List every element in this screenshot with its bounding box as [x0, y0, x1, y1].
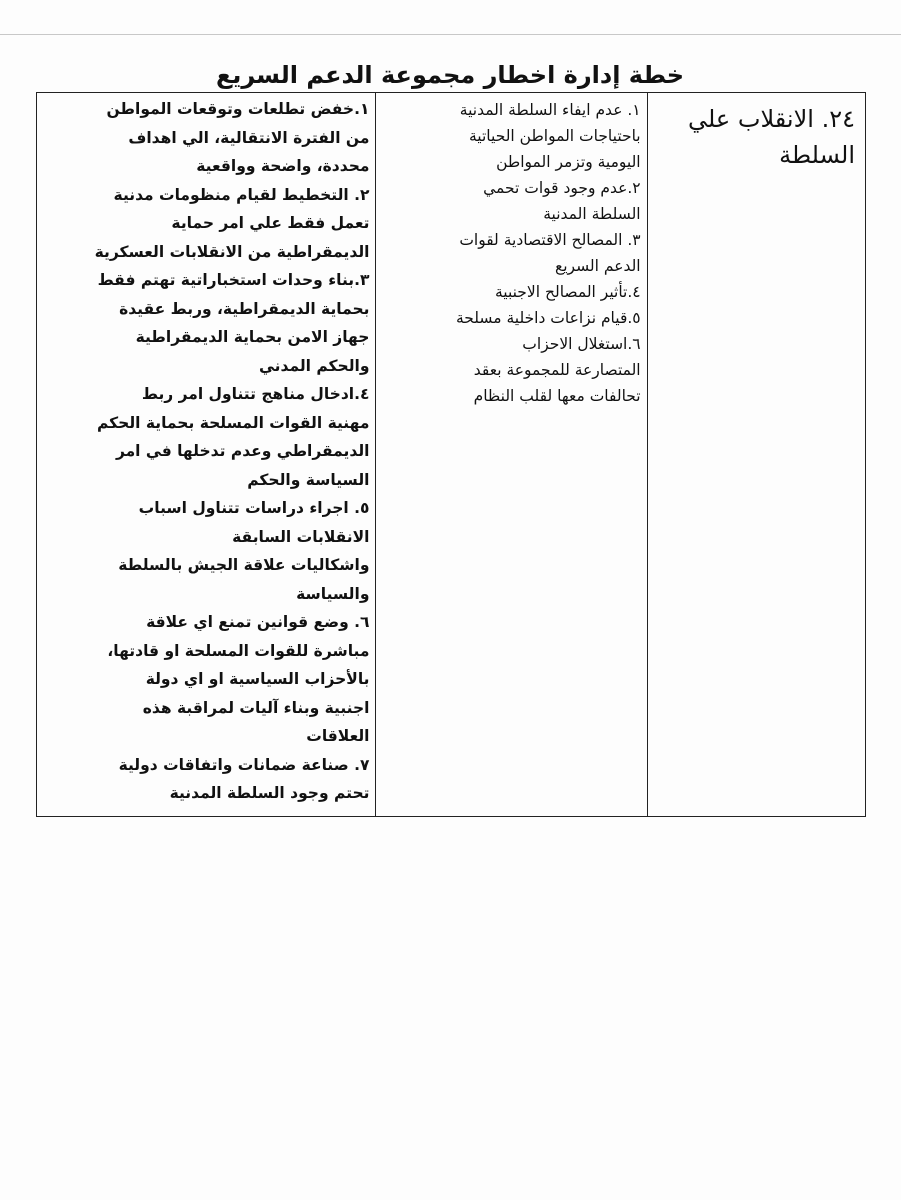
document-title: خطة إدارة اخطار مجموعة الدعم السريع [215, 61, 685, 89]
action-line: العلاقات [306, 727, 370, 745]
issue-cell [647, 93, 865, 817]
action-line: ٥. اجراء دراسات تتناول اسباب [138, 499, 370, 517]
cause-line: ٦.استغلال الاحزاب [522, 335, 641, 353]
issue-line: السلطة [779, 141, 855, 169]
action-line: مهنية القوات المسلحة بحماية الحكم [97, 413, 370, 432]
table-row [37, 93, 866, 817]
page-top-rule [0, 34, 901, 35]
action-line: مباشرة للقوات المسلحة او قادتها، [107, 641, 370, 660]
action-line: جهاز الامن بحماية الديمقراطية [135, 328, 370, 346]
cause-line: ٢.عدم وجود قوات تحمي [483, 179, 641, 197]
action-line: ٤.ادخال مناهج تتناول امر ربط [141, 385, 370, 403]
action-line: بحماية الديمقراطية، وربط عقيدة [119, 299, 370, 318]
action-line: الديمقراطية من الانقلابات العسكرية [94, 242, 370, 261]
action-line: واشكاليات علاقة الجيش بالسلطة [118, 556, 370, 574]
action-line: الانقلابات السابقة [232, 527, 370, 546]
cause-line: الدعم السريع [554, 257, 641, 275]
cause-line: اليومية وتزمر المواطن [496, 153, 641, 171]
cause-line: باحتياجات المواطن الحياتية [469, 127, 641, 145]
cause-line: السلطة المدنية [543, 205, 641, 223]
causes-cell [376, 93, 647, 817]
action-line: اجنبية وبناء آليات لمراقبة هذه [142, 698, 370, 717]
action-line: الديمقراطي وعدم تدخلها في امر [115, 442, 370, 460]
action-line: السياسة والحكم [247, 470, 370, 489]
action-line: ٦. وضع قوانين تمنع اي علاقة [146, 613, 370, 631]
action-line: والسياسة [296, 584, 370, 603]
issue-text [654, 95, 859, 173]
cause-line: ٤.تأثير المصالح الاجنبية [494, 283, 641, 301]
cause-line: ١. عدم ايفاء السلطة المدنية [459, 101, 641, 119]
action-line: ٣.بناء وحدات استخباراتية تهتم فقط [97, 271, 370, 289]
issue-line: ٢٤. الانقلاب علي [687, 105, 855, 133]
cause-line: تحالفات معها لقلب النظام [473, 387, 641, 405]
action-line: ١.خفض تطلعات وتوقعات المواطن [106, 100, 370, 118]
risk-plan-table [36, 92, 866, 817]
action-line: ٢. التخطيط لقيام منظومات مدنية [113, 185, 370, 204]
action-line: ٧. صناعة ضمانات واتفاقات دولية [118, 755, 370, 774]
cause-line: ٣. المصالح الاقتصادية لقوات [459, 231, 641, 249]
cause-line: المتصارعة للمجموعة بعقد [473, 361, 641, 379]
action-line: من الفترة الانتقالية، الي اهداف [128, 128, 370, 147]
action-line: تحتم وجود السلطة المدنية [169, 784, 370, 802]
cause-line: ٥.قيام نزاعات داخلية مسلحة [455, 309, 641, 327]
action-line: بالأحزاب السياسية او اي دولة [145, 670, 370, 688]
action-line: محددة، واضحة وواقعية [196, 157, 370, 175]
actions-cell [37, 93, 376, 817]
action-line: والحكم المدني [258, 356, 370, 375]
action-line: تعمل فقط علي امر حماية [171, 214, 370, 232]
